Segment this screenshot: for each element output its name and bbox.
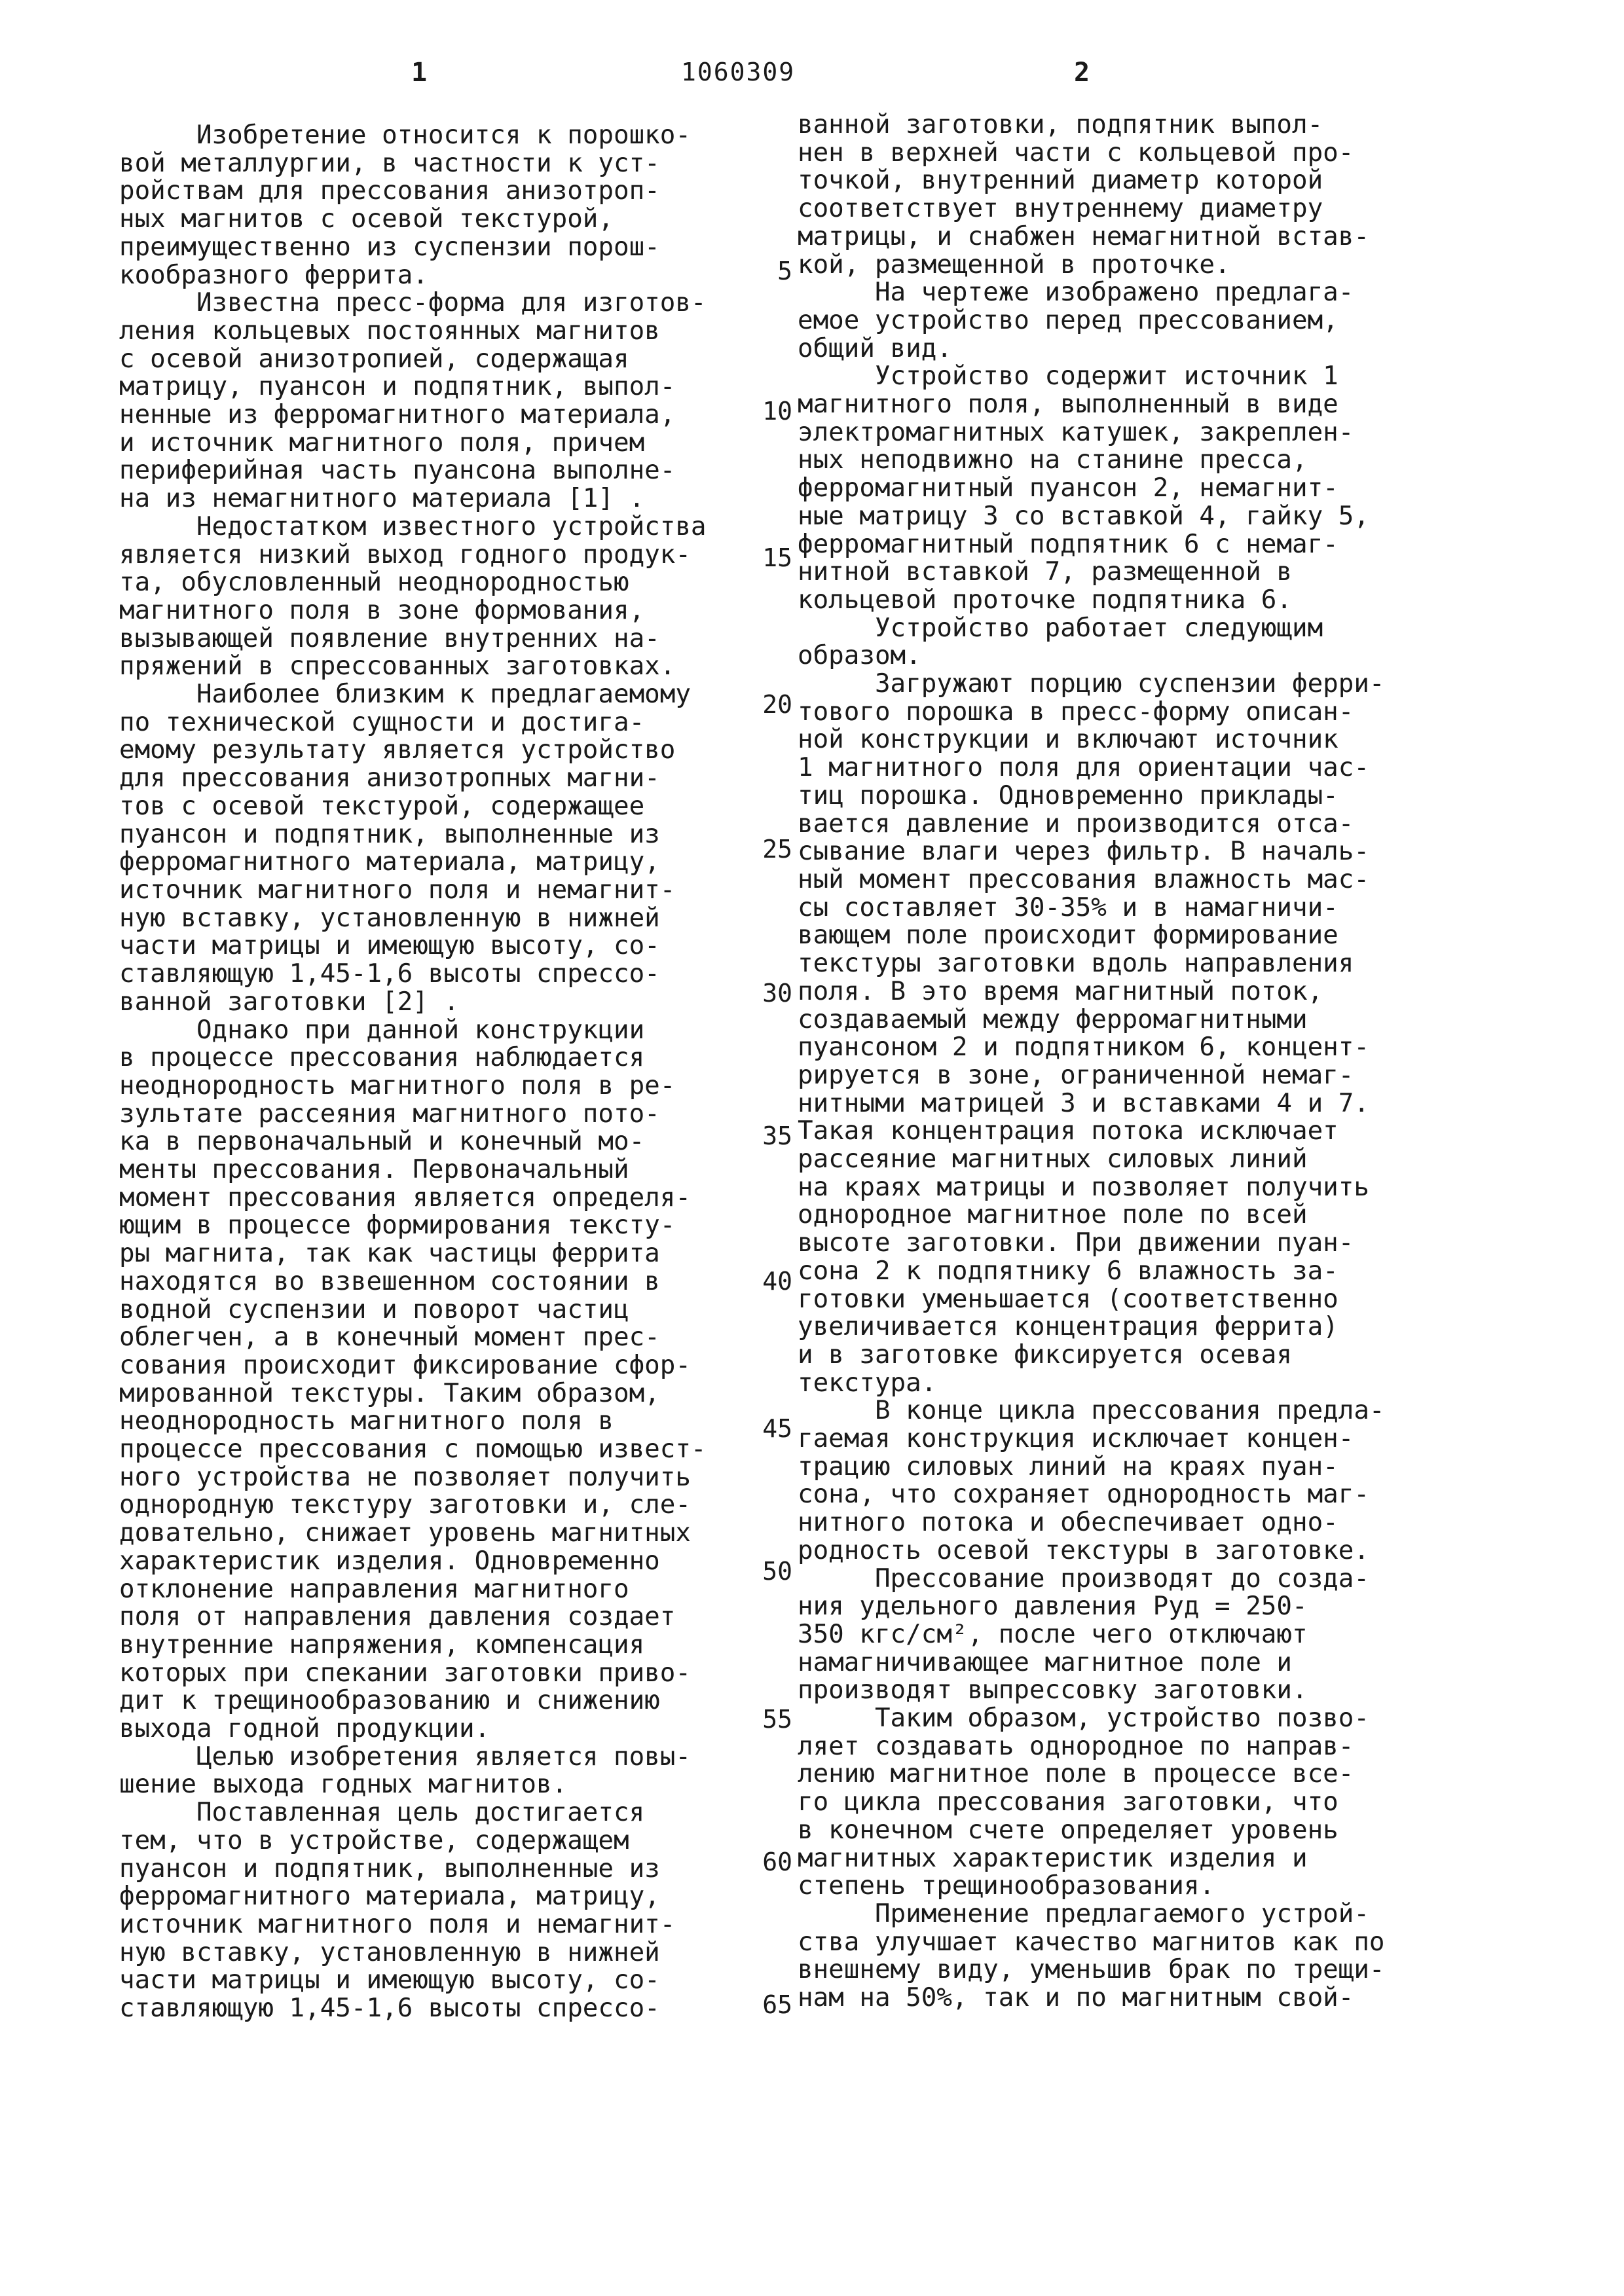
- line-number: 65: [762, 1990, 792, 2019]
- line-number: 10: [762, 397, 792, 426]
- line-number: 15: [762, 543, 792, 572]
- line-number: 25: [762, 835, 792, 864]
- page-number-right: 2: [1074, 58, 1090, 88]
- line-number: 30: [762, 979, 792, 1008]
- patent-number: 1060309: [681, 58, 796, 86]
- line-number: 20: [762, 690, 792, 719]
- line-number: 50: [762, 1557, 792, 1586]
- page-number-left: 1: [411, 58, 428, 88]
- line-number: 5: [777, 257, 792, 285]
- line-number: 60: [762, 1848, 792, 1876]
- right-column-text: ванной заготовки, подпятник выпол- нен в верхней части с кольцевой про- точкой, внутренний диаметр которой соответствует внутреннему диаметру матрицы, и снабжен немагнитной встав- кой, размещенной в проточке. На чертеже изображено предлага- емое устройство перед прессованием, общий вид. Устройство содержит источник 1 магнитного поля, выполненный в виде электромагнитных катушек, закреплен- ных неподвижно на станине пресса, ферромагнитный пуансон 2, немагнит- ные матрицу 3 со вставкой 4, гайку 5, ферромагнитный подпятник 6 с немаг- нитной вставкой 7, размещенной в кольцевой проточке подпятника 6. Устройство работает следующим образом. Загружают порцию суспензии ферри- тового порошка в пресс-форму описан- ной конструкции и включают источник 1 магнитного поля для ориентации час- тиц порошка. Одновременно приклады- вается давление и производится отса- сывание влаги через фильтр. В началь- ный момент прессования влажность мас- сы составляет 30-35% и в намагничи- вающем поле происходит формирование текстуры заготовки вдоль направления поля. В это время магнитный поток, создаваемый между ферромагнитными пуансоном 2 и подпятником 6, концент- рируется в зоне, ограниченной немаг- нитными матрицей 3 и вставками 4 и 7. Такая концентрация потока исключает рассеяние магнитных силовых линий на краях матрицы и позволяет получить однородное магнитное поле по всей высоте заготовки. При движении пуан- сона 2 к подпятнику 6 влажность за- готовки уменьшается (соответственно увеличивается концентрация феррита) и в заготовке фиксируется осевая текстура. В конце цикла прессования предла- гаемая конструкция исключает концен- трацию силовых линий на краях пуан- сона, что сохраняет однородность маг- нитного потока и обеспечивает одно- родность осевой текстуры в заготовке. Прессование производят до созда- ния удельного давления Pуд = 250- 350 кгс/см², после чего отключают намагничивающее магнитное поле и производят выпрессовку заготовки. Таким образом, устройство позво- ляет создавать однородное по направ- лению магнитное поле в процессе все- го цикла прессования заготовки, что в конечном счете определяет уровень магнитных характеристик изделия и степень трещинообразования. Применение предлагаемого устрой- ства улучшает качество магнитов как по внешнему виду, уменьшив брак по трещи- нам на 50%, так и по магнитным свой-: [798, 110, 1385, 2013]
- line-number: 40: [762, 1267, 792, 1296]
- line-number: 45: [762, 1414, 792, 1443]
- line-number: 35: [762, 1121, 792, 1150]
- line-number: 55: [762, 1705, 792, 1734]
- left-column-text: Изобретение относится к порошко- вой металлургии, в частности к уст- ройствам для прессования анизотроп- ных магнитов с осевой текстурой, преимущественно из суспензии порош- кообразного феррита. Известна пресс-форма для изготов- ления кольцевых постоянных магнитов с осевой анизотропией, содержащая матрицу, пуансон и подпятник, выпол- ненные из ферромагнитного материала, и источник магнитного поля, причем периферийная часть пуансона выполне- на из немагнитного материала [1] . Недостатком известного устройства является низкий выход годного продук- та, обусловленный неоднородностью магнитного поля в зоне формования, вызывающей появление внутренних на- пряжений в спрессованных заготовках. Наиболее близким к предлагаемому по технической сущности и достига- емому результату является устройство для прессования анизотропных магни- тов с осевой текстурой, содержащее пуансон и подпятник, выполненные из ферромагнитного материала, матрицу, источник магнитного поля и немагнит- ную вставку, установленную в нижней части матрицы и имеющую высоту, со- ставляющую 1,45-1,6 высоты спрессо- ванной заготовки [2] . Однако при данной конструкции в процессе прессования наблюдается неоднородность магнитного поля в ре- зультате рассеяния магнитного пото- ка в первоначальный и конечный мо- менты прессования. Первоначальный момент прессования является определя- ющим в процессе формирования тексту- ры магнита, так как частицы феррита находятся во взвешенном состоянии в водной суспензии и поворот частиц облегчен, а в конечный момент прес- сования происходит фиксирование сфор- мированной текстуры. Таким образом, неоднородность магнитного поля в процессе прессования с помощью извест- ного устройства не позволяет получить однородную текстуру заготовки и, сле- довательно, снижает уровень магнитных характеристик изделия. Одновременно отклонение направления магнитного поля от направления давления создает внутренние напряжения, компенсация которых при спекании заготовки приво- дит к трещинообразованию и снижению выхода годной продукции. Целью изобретения является повы- шение выхода годных магнитов. Поставленная цель достигается тем, что в устройстве, содержащем пуансон и подпятник, выполненные из ферромагнитного материала, матрицу, источник магнитного поля и немагнит- ную вставку, установленную в нижней части матрицы и имеющую высоту, со- ставляющую 1,45-1,6 высоты спрессо-: [119, 120, 707, 2024]
- line-number-gutter: [747, 0, 792, 2296]
